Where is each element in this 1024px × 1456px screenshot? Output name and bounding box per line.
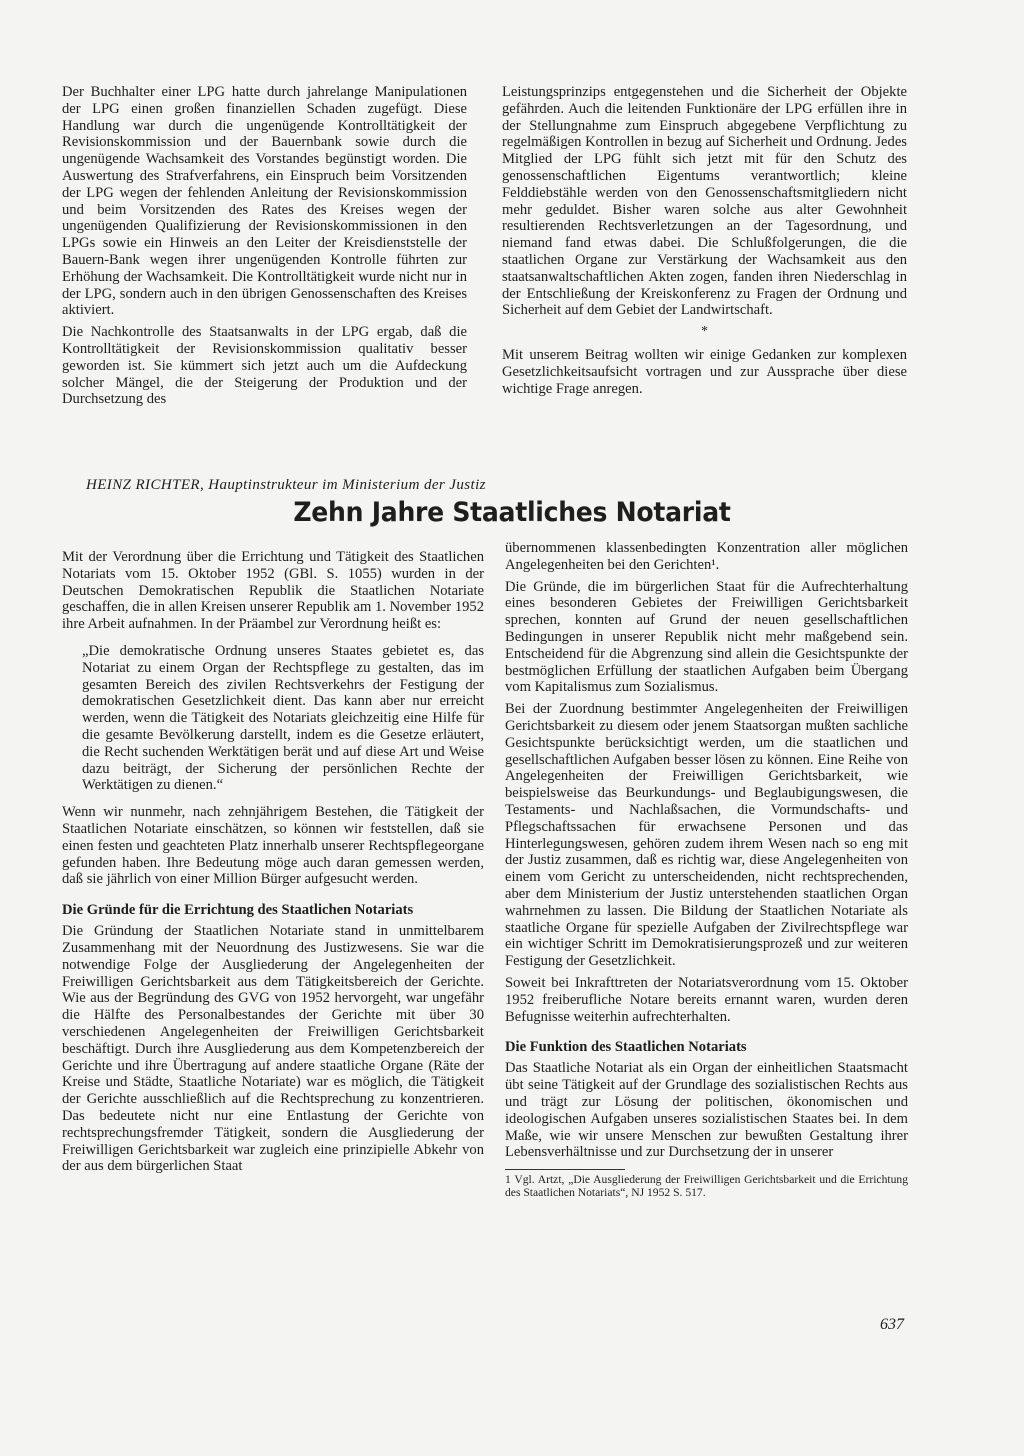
section-heading: Die Gründe für die Errichtung des Staatlichen Notariats: [62, 902, 414, 919]
section-heading: Die Funktion des Staatlichen Notariats: [505, 1039, 747, 1056]
intro-paragraph: Mit der Verordnung über die Errichtung und Tätigkeit des Staatlichen Notariats vom 15. Oktober 1952 (GBl. S. 1055) wurden in der Deutschen Demokratischen Republik die Staatlichen Notariate geschaffen, die in allen Kreisen unserer Republik am 1. November 1952 ihre Arbeit aufnahmen. In der Präambel zur Verordnung heißt es:: [62, 549, 485, 633]
footnote: 1 Vgl. Artzt, „Die Ausgliederung der Freiwilligen Gerichtsbarkeit und die Errichtung des Staatlichen Notariats“, NJ 1952 S. 517.: [505, 1173, 908, 1199]
author-byline: HEINZ RICHTER, Hauptinstrukteur im Ministerium der Justiz: [86, 477, 486, 493]
top-right-column: [502, 84, 907, 402]
article-title: Zehn Jahre Staatliches Notariat: [293, 497, 731, 528]
section-separator: *: [701, 324, 708, 340]
block-quote: „Die demokratische Ordnung unseres Staates gebietet es, das Notariat zu einem Organ der Rechtspflege zu gestalten, das im gesamten Bereich des zivilen Rechtsverkehrs der Festigung der demokratischen Gesetzlichkeit dient. Das kann aber nur erreicht werden, wenn die Tätigkeit des Notariats gleichzeitig eine Hilfe für die gesamte Bevölkerung darstellt, indem es die Gesetze erläutert, die Recht suchenden Werktätigen berät und auf diese Art und Weise dazu beiträgt, der Sicherung der persönlichen Rechte der Werktätigen zu dienen.“: [82, 642, 484, 794]
paragraph: übernommenen klassenbedingten Konzentration aller möglichen Angelegenheiten bei den Gerichten¹.: [505, 540, 908, 573]
bottom-right-column: [505, 540, 908, 1200]
closing-paragraph: Mit unserem Beitrag wollten wir einige Gedanken zur komplexen Gesetzlichkeitsaufsicht vortragen und zur Aussprache über diese wichtige Frage anregen.: [502, 346, 907, 397]
paragraph: Bei der Zuordnung bestimmter Angelegenheiten der Freiwilligen Gerichtsbarkeit zu diesem oder jenem Staatsorgan mußten sachliche Gesichtspunkte berücksichtigt werden, um die staatlichen und gesellschaftlichen Aufgaben besser lösen zu können. Eine Reihe von Angelegenheiten der Freiwilligen Gerichtsbarkeit, wie beispielsweise das Beurkundungs- und Beglaubigungswesen, die Testaments- und Nachlaßsachen, die Vormundschafts- und Pflegschaftssachen für erwachsene Personen und das Hinterlegungswesen, gehören zudem ihrem Wesen nach so eng mit der Justiz zusammen, daß es richtig war, diese Angelegenheiten von einem vom Gericht zu unterscheidenden, nicht rechtsprechenden, aber dem Ministerium der Justiz unterstehenden staatlichen Organ wahrnehmen zu lassen. Die Bildung der Staatlichen Notariate als staatliche Organe für spezielle Aufgaben der Zivilrechtspflege war ein wichtiger Schritt im Demokratisierungsprozeß und zur weiteren Festigung der Gesetzlichkeit.: [505, 701, 908, 970]
paragraph: Das Staatliche Notariat als ein Organ der einheitlichen Staatsmacht übt seine Tätigkeit auf der Grundlage des sozialistischen Rechts aus und trägt zur Lösung der politischen, ökonomischen und ideologischen Aufgaben unseres sozialistischen Staates bei. In dem Maße, wie wir unsere Menschen zur bewußten Gestaltung ihrer Lebensverhältnisse und zur Durchsetzung der in unserer: [505, 1060, 908, 1161]
paragraph: Wenn wir nunmehr, nach zehnjährigem Bestehen, die Tätigkeit der Staatlichen Notariate einschätzen, so können wir feststellen, daß sie einen festen und geachteten Platz innerhalb unserer Rechtspflegeorgane gefunden haben. Ihre Bedeutung möge auch daran gemessen werden, daß sie jährlich von einer Million Bürger aufgesucht werden.: [62, 804, 484, 888]
footnote-divider: [505, 1169, 625, 1170]
paragraph: Die Nachkontrolle des Staatsanwalts in der LPG ergab, daß die Kontrolltätigkeit der Revisionskommission qualitativ besser geworden ist. Sie kümmert sich jetzt auch um die Aufdeckung solcher Mängel, die der Steigerung der Produktion und der Durchsetzung des: [62, 324, 467, 408]
paragraph: Leistungsprinzips entgegenstehen und die Sicherheit der Objekte gefährden. Auch die leitenden Funktionäre der LPG erfüllen ihre in der Stellungnahme zum Einspruch abgegebene Verpflichtung zu regelmäßigen Kontrollen in bezug auf Sicherheit und Ordnung. Jedes Mitglied der LPG fühlt sich jetzt mit für den Schutz des genossenschaftlichen Eigentums verantwortlich; kleine Felddiebstähle werden von den Genossenschaftsmitgliedern nicht mehr geduldet. Bisher waren solche aus alter Gewohnheit resultierenden Rechtsverletzungen an der Tagesordnung, und niemand fand etwas dabei. Die Schlußfolgerungen, die die staatlichen Organe zur Verstärkung der Wachsamkeit aus den staatsanwaltschaftlichen Akten zogen, fanden ihren Niederschlag in der Entschließung der Kreiskonferenz zu Fragen der Ordnung und Sicherheit auf dem Gebiet der Landwirtschaft.: [502, 84, 907, 319]
paragraph: Der Buchhalter einer LPG hatte durch jahrelange Manipulationen der LPG einen großen finanziellen Schaden zugefügt. Diese Handlung war durch die ungenügende Kontrolltätigkeit der Revisionskommission und der Bauernbank sowie durch die ungenügende Wachsamkeit des Vorstandes begünstigt worden. Die Auswertung des Strafverfahrens, ein Einspruch beim Vorsitzenden der LPG wegen der fehlenden Anleitung der Revisionskommission und beim Vorsitzenden des Rates des Kreises wegen der ungenügenden Qualifizierung der Revisionskommissionen in den LPGs sowie ein Hinweis an den Leiter der Kreisdienststelle der Bauern-Bank wegen ihrer ungenügenden Kontrolle führten zur Erhöhung der Wachsamkeit. Die Kontrolltätigkeit wurde nicht nur in der LPG, sondern auch in den übrigen Genossenschaften des Kreises aktiviert.: [62, 84, 467, 319]
paragraph: Soweit bei Inkrafttreten der Notariatsverordnung vom 15. Oktober 1952 freiberufliche Notare bereits ernannt waren, wurden deren Befugnisse weiterhin aufrechterhalten.: [505, 974, 908, 1025]
bottom-left-column: [62, 549, 484, 1180]
top-left-column: [62, 84, 467, 413]
paragraph: Die Gründe, die im bürgerlichen Staat für die Aufrechterhaltung eines besonderen Gebietes der Freiwilligen Gerichtsbarkeit sprechen, konnten auf Grund der neuen gesellschaftlichen Bedingungen in unserer Republik nicht mehr maßgebend sein. Entscheidend für die Abgrenzung sind allein die Gesichtspunkte der bestmöglichen Erfüllung der staatlichen Aufgaben beim Übergang vom Kapitalismus zum Sozialismus.: [505, 578, 908, 696]
page-number: 637: [880, 1316, 904, 1333]
paragraph: Die Gründung der Staatlichen Notariate stand in unmittelbarem Zusammenhang mit der Neuordnung des Justizwesens. Sie war die notwendige Folge der Ausgliederung der Angelegenheiten der Freiwilligen Gerichtsbarkeit aus dem Tätigkeitsbereich der Gerichte. Wie aus der Begründung des GVG von 1952 hervorgeht, war ungefähr die Hälfte des Personalbestandes der Gerichte mit über 30 verschiedenen Angelegenheiten der Freiwilligen Gerichtsbarkeit beschäftigt. Durch ihre Ausgliederung aus dem Kompetenzbereich der Gerichte und ihre Übertragung auf andere staatliche Organe (Räte der Kreise und Städte, Staatliche Notariate) war es möglich, die Tätigkeit der Gerichte ausschließlich auf die Rechtsprechung zu konzentrieren. Das bedeutete nicht nur eine Entlastung der Gerichte von rechtsprechungsfremder Tätigkeit, sondern die Ausgliederung der Freiwilligen Gerichtsbarkeit war zugleich eine prinzipielle Abkehr von der aus dem bürgerlichen Staat: [62, 923, 484, 1175]
